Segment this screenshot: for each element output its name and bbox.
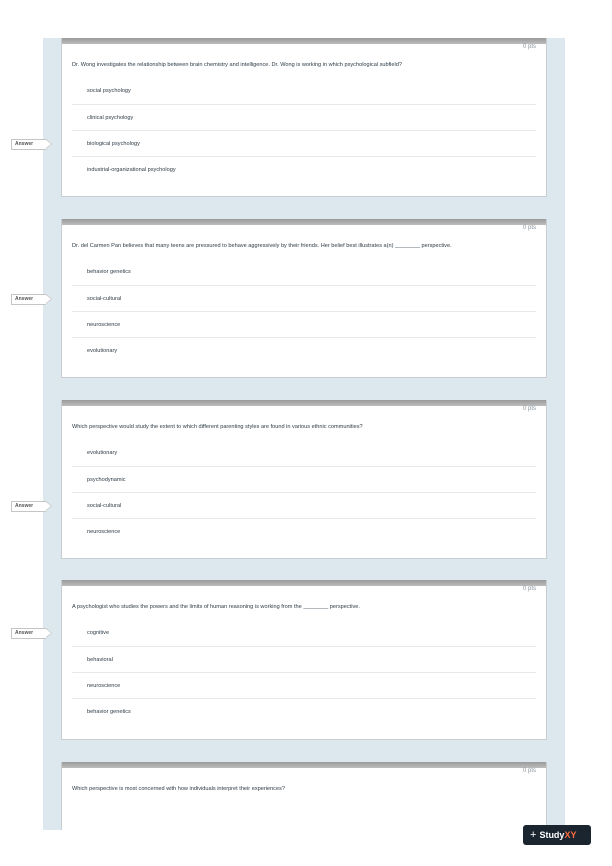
answer-option[interactable] bbox=[72, 672, 536, 698]
logo-text-study: Study bbox=[539, 830, 565, 840]
points-label: 0 pts bbox=[522, 225, 536, 231]
answer-tag: Answer bbox=[11, 294, 46, 305]
answer-option[interactable] bbox=[72, 518, 536, 544]
answer-option[interactable] bbox=[72, 698, 536, 724]
question-card bbox=[15, 580, 547, 740]
answer-option[interactable] bbox=[72, 337, 536, 363]
answer-option[interactable] bbox=[72, 104, 536, 130]
answer-option-label: cognitive bbox=[87, 630, 110, 636]
answer-option-correct[interactable] bbox=[15, 130, 536, 156]
question-text: Dr. del Carmen Pan believes that many teens are pressured to behave aggressively by their friends. Her belief best illustrates a(n) ________ perspective. bbox=[72, 243, 452, 249]
answer-option-label: social-cultural bbox=[87, 296, 122, 302]
question-card bbox=[15, 219, 547, 378]
question-header-bar bbox=[62, 38, 546, 50]
answer-option-label: behavior genetics bbox=[87, 269, 131, 275]
question-text: Dr. Wong investigates the relationship between brain chemistry and intelligence. Dr. Wong is working in which psychological subfield? bbox=[72, 62, 402, 68]
answer-option-label: industrial-organizational psychology bbox=[87, 167, 176, 173]
answer-list bbox=[15, 620, 536, 724]
answer-option-label: behavioral bbox=[87, 657, 113, 663]
answer-option[interactable] bbox=[72, 440, 536, 466]
question-card bbox=[61, 762, 547, 830]
plus-icon: + bbox=[530, 829, 537, 841]
points-label: 0 pts bbox=[522, 586, 536, 592]
question-text: Which perspective is most concerned with how individuals interpret their experiences? bbox=[72, 786, 285, 792]
answer-option-label: clinical psychology bbox=[87, 115, 134, 121]
answer-tag: Answer bbox=[11, 501, 46, 512]
answer-option[interactable] bbox=[72, 156, 536, 182]
points-label: 0 pts bbox=[522, 406, 536, 412]
answer-option-label: social psychology bbox=[87, 88, 131, 94]
answer-tag: Answer bbox=[11, 628, 46, 639]
answer-list bbox=[15, 78, 536, 182]
points-label: 0 pts bbox=[522, 44, 536, 50]
logo-text-xy: XY bbox=[564, 830, 577, 840]
answer-option-label: social-cultural bbox=[87, 503, 122, 509]
answer-option-label: psychodynamic bbox=[87, 477, 126, 483]
answer-list bbox=[15, 259, 536, 363]
answer-option-correct[interactable] bbox=[15, 620, 536, 646]
answer-option-label: neuroscience bbox=[87, 683, 121, 689]
question-card bbox=[15, 38, 547, 197]
answer-option[interactable] bbox=[72, 646, 536, 672]
answer-option[interactable] bbox=[72, 311, 536, 337]
question-header-bar bbox=[62, 400, 546, 412]
answer-option-label: neuroscience bbox=[87, 322, 121, 328]
question-text: A psychologist who studies the powers and the limits of human reasoning is working from the ________ perspective. bbox=[72, 604, 360, 610]
question-card bbox=[15, 400, 547, 559]
answer-option[interactable] bbox=[72, 466, 536, 492]
answer-tag: Answer bbox=[11, 139, 46, 150]
studyxy-logo bbox=[523, 825, 591, 845]
answer-option-label: evolutionary bbox=[87, 348, 118, 354]
answer-option-label: neuroscience bbox=[87, 529, 121, 535]
answer-option[interactable] bbox=[72, 259, 536, 285]
question-header-bar bbox=[62, 219, 546, 231]
answer-option-correct[interactable] bbox=[15, 492, 536, 518]
answer-option-label: behavior genetics bbox=[87, 709, 131, 715]
answer-option-label: evolutionary bbox=[87, 450, 118, 456]
question-header-bar bbox=[62, 762, 546, 774]
answer-option[interactable] bbox=[72, 78, 536, 104]
points-label: 0 pts bbox=[522, 768, 536, 774]
question-header-bar bbox=[62, 580, 546, 592]
answer-list bbox=[15, 440, 536, 544]
question-text: Which perspective would study the extent to which different parenting styles are found in various ethnic communities? bbox=[72, 424, 363, 430]
answer-option-correct[interactable] bbox=[15, 285, 536, 311]
answer-option-label: biological psychology bbox=[87, 141, 140, 147]
